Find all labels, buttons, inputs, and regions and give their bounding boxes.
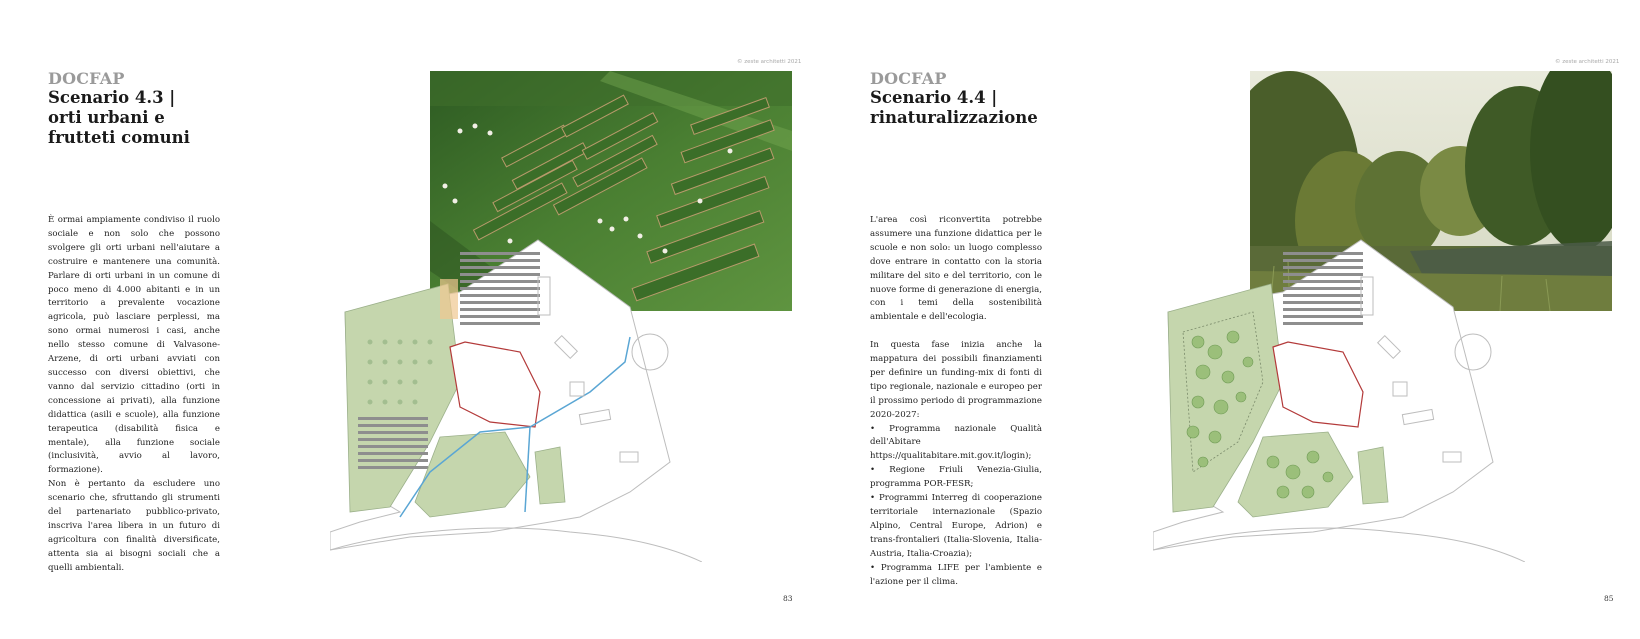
site-plan-rinaturalizzazione bbox=[1153, 232, 1525, 562]
left-title bbox=[48, 88, 190, 148]
left-body-text bbox=[48, 214, 220, 576]
right-title bbox=[870, 88, 1038, 128]
right-bullet-1: • Programma nazionale Qualità dell'Abitare https://qualitabitare.mit.gov.it/login); bbox=[870, 423, 1042, 462]
left-title-line-3: frutteti comuni bbox=[48, 128, 190, 147]
right-photo-credit: © zeste architetti 2021 bbox=[1555, 59, 1620, 65]
right-title-line-2: rinaturalizzazione bbox=[870, 108, 1038, 127]
left-paragraph-2: Non è pertanto da escludere uno scenario che, sfruttando gli strumenti del partenariato pubblico-privato, inscriva l'area libera in un futuro di agricoltura con finalità diversificate, attenta sia ai bisogni sociali che a quelli ambientali. bbox=[48, 479, 220, 573]
right-page-number: 85 bbox=[1604, 594, 1614, 603]
left-kicker: DOCFAP bbox=[48, 69, 125, 88]
paragraph-gap bbox=[870, 325, 1042, 339]
left-title-line-1: Scenario 4.3 | bbox=[48, 88, 176, 107]
site-plan-orti bbox=[330, 232, 702, 562]
right-title-line-1: Scenario 4.4 | bbox=[870, 88, 998, 107]
right-body-text bbox=[870, 214, 1042, 589]
left-title-line-2: orti urbani e bbox=[48, 108, 165, 127]
right-bullet-4: • Programma LIFE per l'ambiente e l'azione per il clima. bbox=[870, 562, 1042, 587]
right-page bbox=[820, 0, 1640, 639]
left-paragraph-1: È ormai ampiamente condiviso il ruolo sociale e non solo che possono svolgere gli orti urbani nell'aiutare a costruire e mantenere una comunità. Parlare di orti urbani in un comune di poco meno di 4.000 abitanti e in un territorio a prevalente vocazione agricola, può lasciare perplessi, ma sono ormai numerosi i casi, anche nello stesso comune di Valvasone-Arzene, di orti urbani avviati con successo con diversi obiettivi, che vanno dal servizio cittadino (orti in concessione ai privati), alla funzione didattica (asili e scuole), alla funzione terapeutica (disabilità fisica e mentale), alla funzione sociale (inclusività, avvio al lavoro, formazione). bbox=[48, 215, 220, 476]
right-bullet-3: • Programmi Interreg di cooperazione territoriale internazionale (Spazio Alpino, Central Europe, Adrion) e trans-frontalieri (Italia-Slovenia, Italia-Austria, Italia-Croazia); bbox=[870, 493, 1042, 559]
right-paragraph-1: L'area così riconvertita potrebbe assumere una funzione didattica per le scuole e non solo: un luogo complesso dove entrare in contatto con la storia militare del sito e del territorio, con le nuove forme di generazione di energia, con i temi della sostenibilità ambientale e dell'ecologia. bbox=[870, 215, 1042, 323]
left-page-number: 83 bbox=[783, 594, 793, 603]
right-paragraph-2: In questa fase inizia anche la mappatura dei possibili finanziamenti per definire un funding-mix di fonti di tipo regionale, nazionale e europeo per il prossimo periodo di programmazione 2020-2027: bbox=[870, 340, 1042, 420]
right-kicker: DOCFAP bbox=[870, 69, 947, 88]
left-photo-credit: © zeste architetti 2021 bbox=[737, 59, 802, 65]
right-bullet-2: • Regione Friuli Venezia-Giulia, programma POR-FESR; bbox=[870, 465, 1042, 490]
